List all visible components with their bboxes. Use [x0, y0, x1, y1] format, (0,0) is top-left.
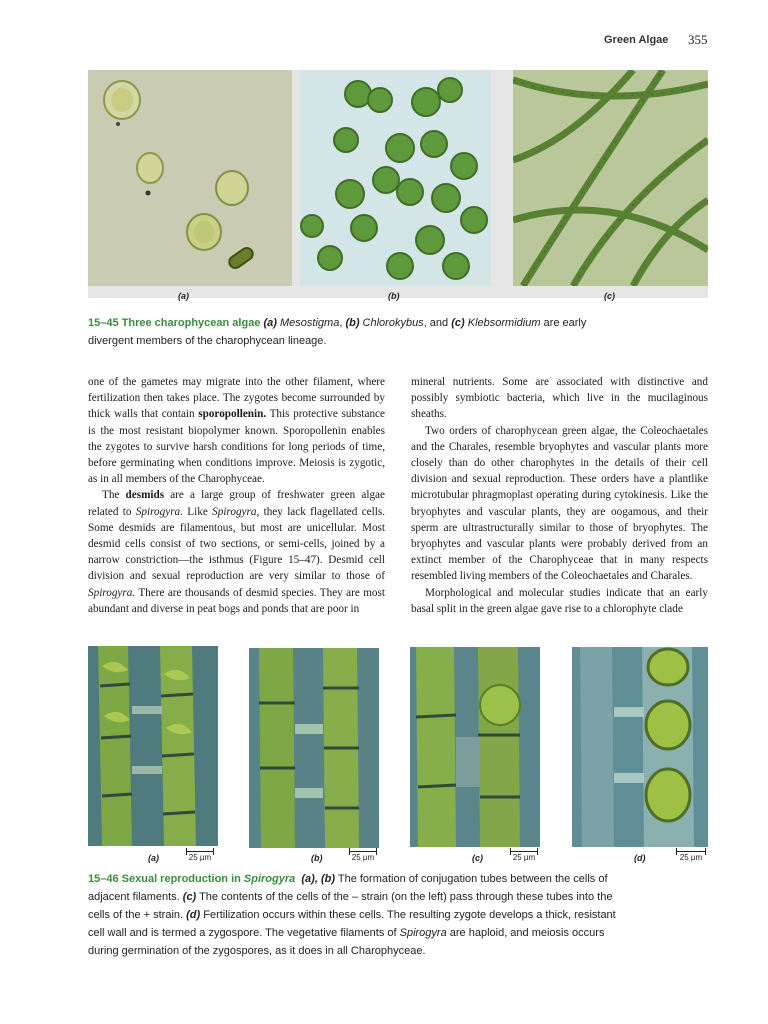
figure-45-label-c: (c) [604, 291, 615, 301]
photo-mesostigma [88, 70, 292, 286]
paragraph-mineral-nutrients: mineral nutrients. Some are associated with distinctive and possibly symbiotic bacteria, which live in the mucilaginous sheaths. [411, 376, 708, 421]
paragraph-desmids: The desmids are a large group of freshwater green algae related to Spirogyra. Like Spirogyra, they lack flagellated cells. Some desmids are filamentous, but most are unicellular. Most desmid cells consist of two sections, or semi-cells, joined by a narrow constriction—the isthmus (Figure 15–47). Desmid cell division and sexual reproduction are very similar to those of Spirogyra. There are thousands of desmid species. They are most abundant and diverse in peat bogs and ponds that are poor in [88, 489, 385, 615]
photo-spirogyra-d [572, 647, 708, 847]
figure-46-label-d: (d) [634, 853, 646, 863]
figure-45-title: Three charophycean algae [121, 317, 261, 329]
paragraph-basal-split: Morphological and molecular studies indicate that an early basal split in the green algae gave rise to a chlorophyte clade [411, 586, 708, 615]
scale-bar-d: 25 μm [676, 851, 706, 862]
figure-45-caption: 15–45 Three charophycean algae (a) Mesostigma, (b) Chlorokybus, and (c) Klebsormidium are early divergent members of the charophycean lineage. [88, 317, 587, 347]
photo-spirogyra-c [410, 647, 540, 847]
scale-bar-b: 25 μm [349, 851, 377, 862]
figure-46-label-b: (b) [311, 853, 323, 863]
paragraph-coleochaetales: Two orders of charophycean green algae, the Coleochaetales and the Charales, resemble bryophytes and vascular plants more closely than do other charophytes in the details of their cell division and sexual reproduction. These orders have a plantlike microtubular phragmoplast operating during cytokinesis. Like the bryophytes and vascular plants, they are oogamous, and their sperm are ultrastructurally similar to those of bryophytes. The bryophytes and vascular plants were probably derived from an extinct member of the Charophyceae that in many respects resembled living members of the Coleochaetales and Charales. [411, 424, 708, 583]
body-column-left [88, 374, 385, 617]
figure-45-number: 15–45 [88, 317, 119, 329]
figure-46-label-a: (a) [148, 853, 159, 863]
figure-46-caption: 15–46 Sexual reproduction in Spirogyra (a), (b) The formation of conjugation tubes between the cells of adjacent filaments. (c) The contents of the cells of the – strain (on the left) pass through these tubes into the cells of the + strain. (d) Fertilization occurs within these cells. The resulting zygote develops a thick, resistant cell wall and is termed a zygospore. The vegetative filaments of Spirogyra are haploid, and meiosis occurs during germination of the zygospores, as it does in all Charophyceae. [88, 873, 616, 957]
figure-45-label-b: (b) [388, 291, 400, 301]
running-header-section: Green Algae [604, 34, 669, 46]
scale-bar-a: 25 μm [186, 851, 214, 862]
photo-spirogyra-a [88, 646, 218, 846]
page-number: 355 [688, 32, 708, 47]
scale-bar-c: 25 μm [510, 851, 538, 862]
figure-46-label-c: (c) [472, 853, 483, 863]
figure-46-title: Sexual reproduction in Spirogyra [121, 873, 296, 885]
paragraph-gametes: one of the gametes may migrate into the other filament, where fertilization then takes place. The zygotes become surrounded by thick walls that contain sporopollenin. This protective substance is the most resistant biopolymer known. Sporopollenin enables the zygotes to survive harsh conditions for long periods of time, before germinating when conditions improve. Meiosis is zygotic, as in all members of the Charophyceae. [88, 376, 385, 486]
photo-klebsormidium [513, 70, 708, 286]
photo-spirogyra-b [249, 648, 379, 848]
figure-45-label-a: (a) [178, 291, 189, 301]
photo-chlorokybus [300, 70, 491, 286]
body-column-right [411, 374, 708, 617]
figure-46-number: 15–46 [88, 873, 119, 885]
